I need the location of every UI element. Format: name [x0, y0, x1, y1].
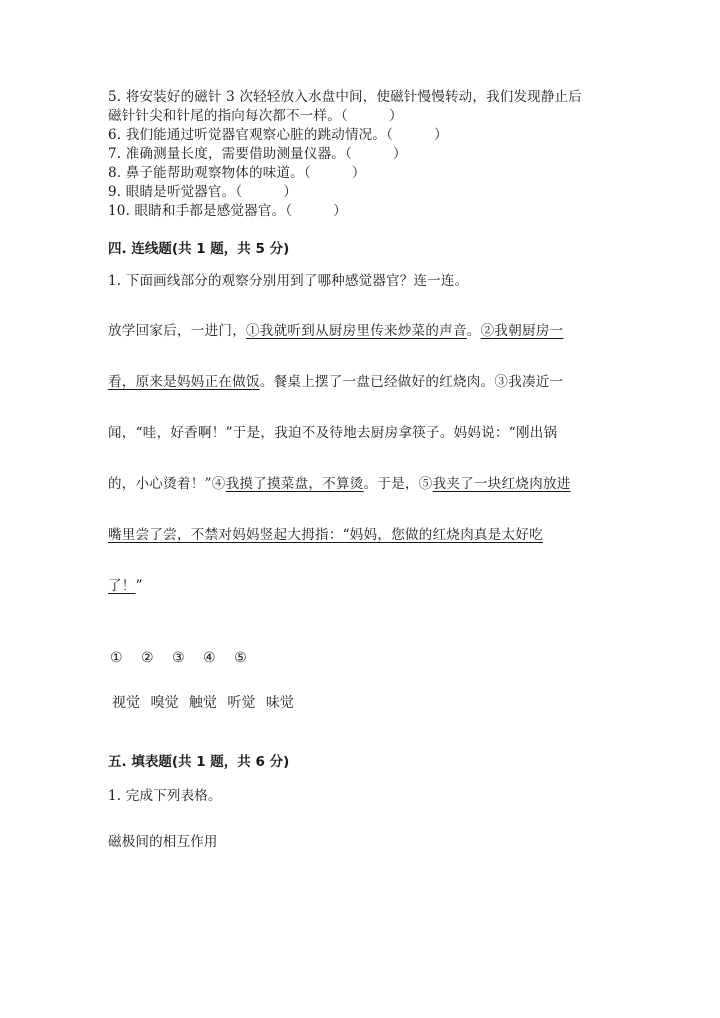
- passage-line-2: [108, 373, 593, 391]
- underlined-phrase-2-end: 看，原来是妈妈正在做饭: [108, 374, 260, 390]
- passage-text: 。餐桌上摆了一盘已经做好的红烧肉。③我凑近一: [259, 374, 564, 390]
- matching-numbers: [110, 650, 261, 666]
- passage-text: 。于是，⑤: [363, 476, 433, 492]
- section-5-question: 1. 完成下列表格。: [108, 788, 222, 804]
- question-10: 10. 眼睛和手都是感觉器官。（ ）: [108, 203, 348, 219]
- question-7: 7. 准确测量长度，需要借助测量仪器。（ ）: [108, 146, 407, 162]
- underlined-phrase-1: ①我就听到从厨房里传来炒菜的声音: [246, 323, 467, 339]
- question-5-line-1: 5. 将安装好的磁针 3 次轻轻放入水盘中间，使磁针慢慢转动，我们发现静止后: [108, 89, 582, 105]
- match-item-5[interactable]: ⑤: [234, 650, 247, 666]
- question-5-line-2: 磁针针尖和针尾的指向每次都不一样。（ ）: [108, 108, 403, 124]
- match-item-4[interactable]: ④: [203, 650, 216, 666]
- sense-smell[interactable]: 嗅觉: [150, 695, 179, 711]
- passage-text: 放学回家后，一进门，: [108, 323, 246, 339]
- sense-sight[interactable]: 视觉: [112, 695, 140, 711]
- section-5-heading: 五. 填表题(共 1 题，共 6 分): [108, 754, 290, 770]
- underlined-phrase-2-start: ②我朝厨房一: [480, 323, 564, 339]
- section-4-question: 1. 下面画线部分的观察分别用到了哪种感觉器官？连一连。: [108, 273, 469, 289]
- sense-taste[interactable]: 味觉: [265, 695, 294, 711]
- match-item-1[interactable]: ①: [110, 650, 123, 666]
- passage-line-5: [108, 526, 593, 544]
- passage-line-1: [108, 322, 593, 340]
- underlined-phrase-5-end: 了！: [108, 578, 136, 594]
- underlined-phrase-5-start: 我夹了一块红烧肉放进: [432, 476, 571, 492]
- question-8: 8. 鼻子能帮助观察物体的味道。（ ）: [108, 165, 366, 181]
- sense-hearing[interactable]: 听觉: [227, 695, 256, 711]
- match-item-3[interactable]: ③: [172, 650, 185, 666]
- question-6: 6. 我们能通过听觉器官观察心脏的跳动情况。（ ）: [108, 127, 448, 143]
- passage-text: 。: [466, 323, 481, 339]
- sense-touch[interactable]: 触觉: [188, 695, 217, 711]
- passage-text: 的，小心烫着！”④: [108, 476, 226, 492]
- underlined-phrase-4: 我摸了摸菜盘，不算烫: [225, 476, 364, 492]
- table-title: 磁极间的相互作用: [108, 834, 218, 850]
- passage-line-6: [108, 577, 593, 595]
- section-4-heading: 四. 连线题(共 1 题，共 5 分): [108, 241, 290, 257]
- passage-line-4: [108, 475, 593, 493]
- question-9: 9. 眼睛是听觉器官。（ ）: [108, 184, 298, 200]
- passage-text: ”: [135, 578, 143, 594]
- passage-line-3: 闻，“哇，好香啊！”于是，我迫不及待地去厨房拿筷子。妈妈说：“刚出锅: [108, 425, 558, 441]
- matching-senses: [112, 692, 300, 712]
- match-item-2[interactable]: ②: [141, 650, 154, 666]
- underlined-phrase-5-middle: 嘴里尝了尝，不禁对妈妈竖起大拇指：“妈妈，您做的红烧肉真是太好吃: [108, 527, 544, 543]
